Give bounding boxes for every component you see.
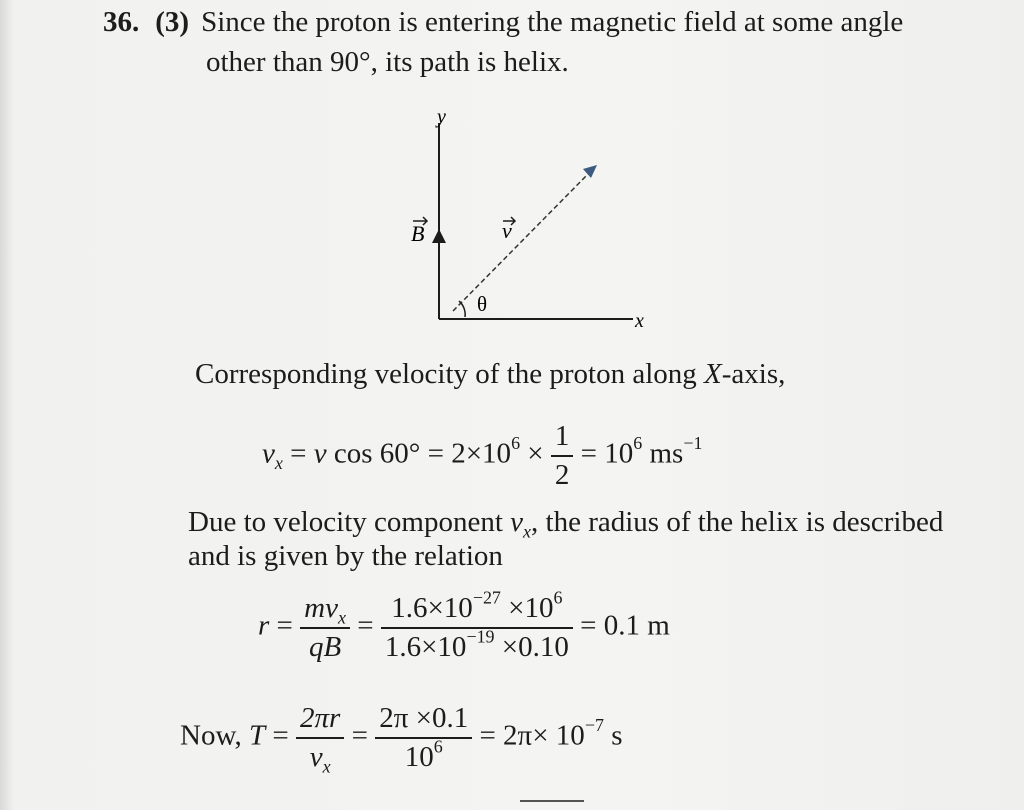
eq2-num2-a: 1.6×10 <box>391 592 473 624</box>
eq1-exp-m1: −1 <box>683 433 703 454</box>
eq2-num1-text: mv <box>304 592 338 624</box>
x-axis-label: x <box>635 310 644 332</box>
eq2-fraction-2 <box>381 587 573 664</box>
eq3-result-exp: −7 <box>584 715 604 736</box>
para1-axis: X <box>704 358 722 390</box>
para-velocity-x <box>195 358 785 391</box>
para2-v: v <box>510 506 524 538</box>
eq2-num2-exp: −27 <box>472 587 501 608</box>
para2-pre: Due to velocity component <box>188 506 511 538</box>
helix-angle-figure <box>395 105 675 335</box>
eq1-part3: × <box>520 437 551 470</box>
para1-post: -axis, <box>721 358 786 390</box>
para2-sub-x: x <box>523 521 532 542</box>
eq2-num2 <box>381 587 573 629</box>
eq1-exp6b: 6 <box>633 433 643 454</box>
eq2-num2-exp2: 6 <box>553 587 563 608</box>
eq3-den2-exp: 6 <box>433 736 443 757</box>
eq1-part4: = 10 <box>573 437 634 470</box>
eq2-num2-b: ×10 <box>500 592 554 624</box>
eq1-fraction <box>551 420 574 492</box>
eq3-result-unit: s <box>603 719 623 752</box>
eq1-exp6: 6 <box>511 433 521 454</box>
eq1-den: 2 <box>554 459 570 491</box>
eq1-part2: cos 60° = 2×10 <box>326 437 512 470</box>
eq1-part1: = <box>282 437 314 470</box>
y-axis-label: y <box>437 106 446 128</box>
eq1-num: 1 <box>551 420 574 457</box>
equation-period <box>180 702 623 777</box>
eq2-den2-b: ×0.10 <box>494 631 569 663</box>
eq2-den2-exp: −19 <box>466 626 495 647</box>
eq3-den1-text: v <box>309 741 323 773</box>
para1-pre: Corresponding velocity of the proton along <box>195 358 705 390</box>
velocity-vector-line <box>453 171 591 311</box>
eq3-now: Now, <box>180 719 250 752</box>
question-number: 36. <box>103 6 140 38</box>
eq3-fraction-2 <box>375 702 472 774</box>
theta-label: θ <box>477 292 488 316</box>
question-line-1: Since the proton is entering the magnetic field at some angle <box>201 6 904 38</box>
para2-post: , the radius of the helix is described <box>531 506 944 538</box>
v-label: v <box>502 218 512 243</box>
equation-vx <box>262 420 702 492</box>
eq2-r: r <box>258 609 270 642</box>
equation-radius <box>258 587 670 664</box>
eq1-v2: v <box>313 437 327 470</box>
answer-option: (3) <box>155 6 190 38</box>
eq3-den2-text: 10 <box>404 741 434 773</box>
eq2-den2 <box>381 626 573 664</box>
eq3-eq2: = <box>344 719 376 752</box>
eq3-fraction-1 <box>296 702 344 777</box>
eq2-num1 <box>300 592 350 629</box>
eq1-sub-x: x <box>274 452 283 473</box>
eq2-result: = 0.1 m <box>572 609 670 642</box>
eq2-eq2: = <box>349 609 381 642</box>
eq1-v: v <box>262 437 275 470</box>
eq3-den1-sub: x <box>322 756 331 777</box>
bottom-fragment-rule <box>520 800 584 802</box>
b-arrow-head <box>432 229 446 243</box>
para-radius-line-2: and is given by the relation <box>188 540 503 572</box>
eq2-den1: qB <box>308 631 342 663</box>
eq3-den1 <box>296 739 344 777</box>
question-header <box>103 6 903 39</box>
eq1-part5: ms <box>642 437 684 470</box>
eq3-num2: 2π ×0.1 <box>375 702 472 739</box>
eq3-num1: 2πr <box>296 702 344 739</box>
eq3-result: = 2π× 10 <box>472 719 585 752</box>
eq3-eq: = <box>265 719 297 752</box>
eq2-fraction-1 <box>300 592 350 664</box>
eq3-den2 <box>375 736 472 774</box>
para-radius-line-1 <box>188 506 944 542</box>
eq2-den2-a: 1.6×10 <box>384 631 467 663</box>
eq3-T: T <box>249 719 266 752</box>
eq2-eq: = <box>269 609 301 642</box>
question-line-2: other than 90°, its path is helix. <box>206 46 569 78</box>
b-label: B <box>411 221 425 246</box>
eq2-num1-sub: x <box>337 607 346 628</box>
